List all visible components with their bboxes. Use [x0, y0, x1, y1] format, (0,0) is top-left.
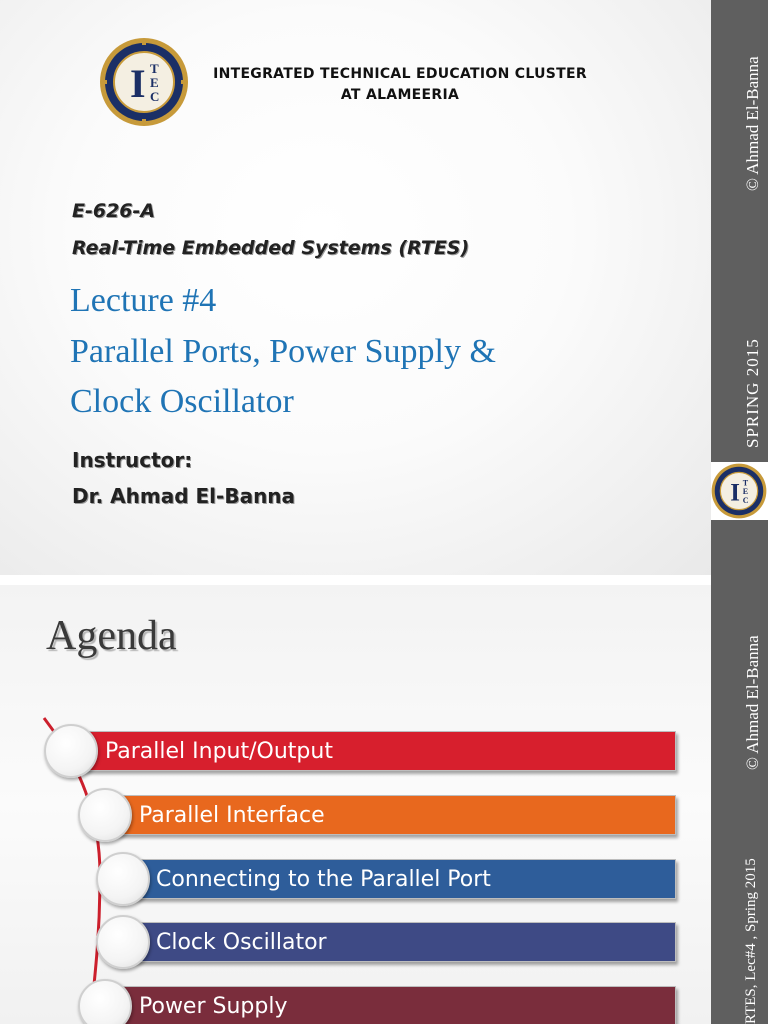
slide-divider	[0, 575, 711, 585]
course-code: E-626-A	[72, 200, 156, 222]
cluster-line-2: AT ALAMEERIA	[340, 87, 460, 103]
logo-letter-e: E	[150, 75, 159, 90]
sidebar-term: SPRING 2015	[743, 338, 762, 448]
agenda-item-5-label: Power Supply	[139, 994, 288, 1019]
small-logo-letter-i: I	[730, 479, 740, 507]
agenda-item-2	[107, 795, 676, 835]
agenda-item-4	[125, 922, 676, 962]
itec-logo	[99, 37, 189, 127]
agenda-item-2-label: Parallel Interface	[139, 803, 325, 828]
small-logo-letter-c: C	[742, 495, 749, 505]
instructor-label: Instructor:	[72, 448, 193, 472]
cluster-line-1: INTEGRATED TECHNICAL EDUCATION CLUSTER	[213, 66, 587, 82]
agenda-item-1	[74, 731, 676, 771]
sidebar-copyright-bottom: © Ahmad El-Banna	[743, 635, 762, 770]
sidebar-copyright-top: © Ahmad El-Banna	[743, 56, 762, 191]
small-logo-letter-e: E	[742, 487, 749, 497]
agenda-bullet-5	[78, 979, 132, 1024]
agenda-item-3	[125, 859, 676, 899]
logo-letter-i: I	[130, 61, 146, 106]
lecture-title-line-2: Clock Oscillator	[70, 383, 294, 420]
lecture-title-line-1: Parallel Ports, Power Supply &	[70, 333, 496, 370]
lecture-number: Lecture #4	[70, 282, 217, 319]
sidebar-footer: RTES, Lec#4 , Spring 2015	[743, 858, 759, 1024]
logo-letter-t: T	[150, 61, 159, 76]
agenda-item-5	[107, 986, 676, 1024]
agenda-item-3-label: Connecting to the Parallel Port	[156, 867, 491, 892]
agenda-bullet-2	[78, 788, 132, 842]
agenda-bullet-4	[96, 915, 150, 969]
agenda-bullet-1	[44, 724, 98, 778]
agenda-title: Agenda	[46, 613, 177, 659]
agenda-slide	[0, 585, 711, 1024]
agenda-item-4-label: Clock Oscillator	[156, 930, 327, 955]
logo-letter-c: C	[150, 89, 160, 104]
small-logo-letter-t: T	[742, 478, 749, 488]
agenda-bullet-3	[96, 852, 150, 906]
course-name: Real-Time Embedded Systems (RTES)	[72, 237, 470, 259]
itec-logo-small	[711, 463, 767, 519]
cluster-name	[190, 64, 610, 106]
agenda-item-1-label: Parallel Input/Output	[105, 739, 333, 764]
instructor-name: Dr. Ahmad El-Banna	[72, 484, 296, 508]
